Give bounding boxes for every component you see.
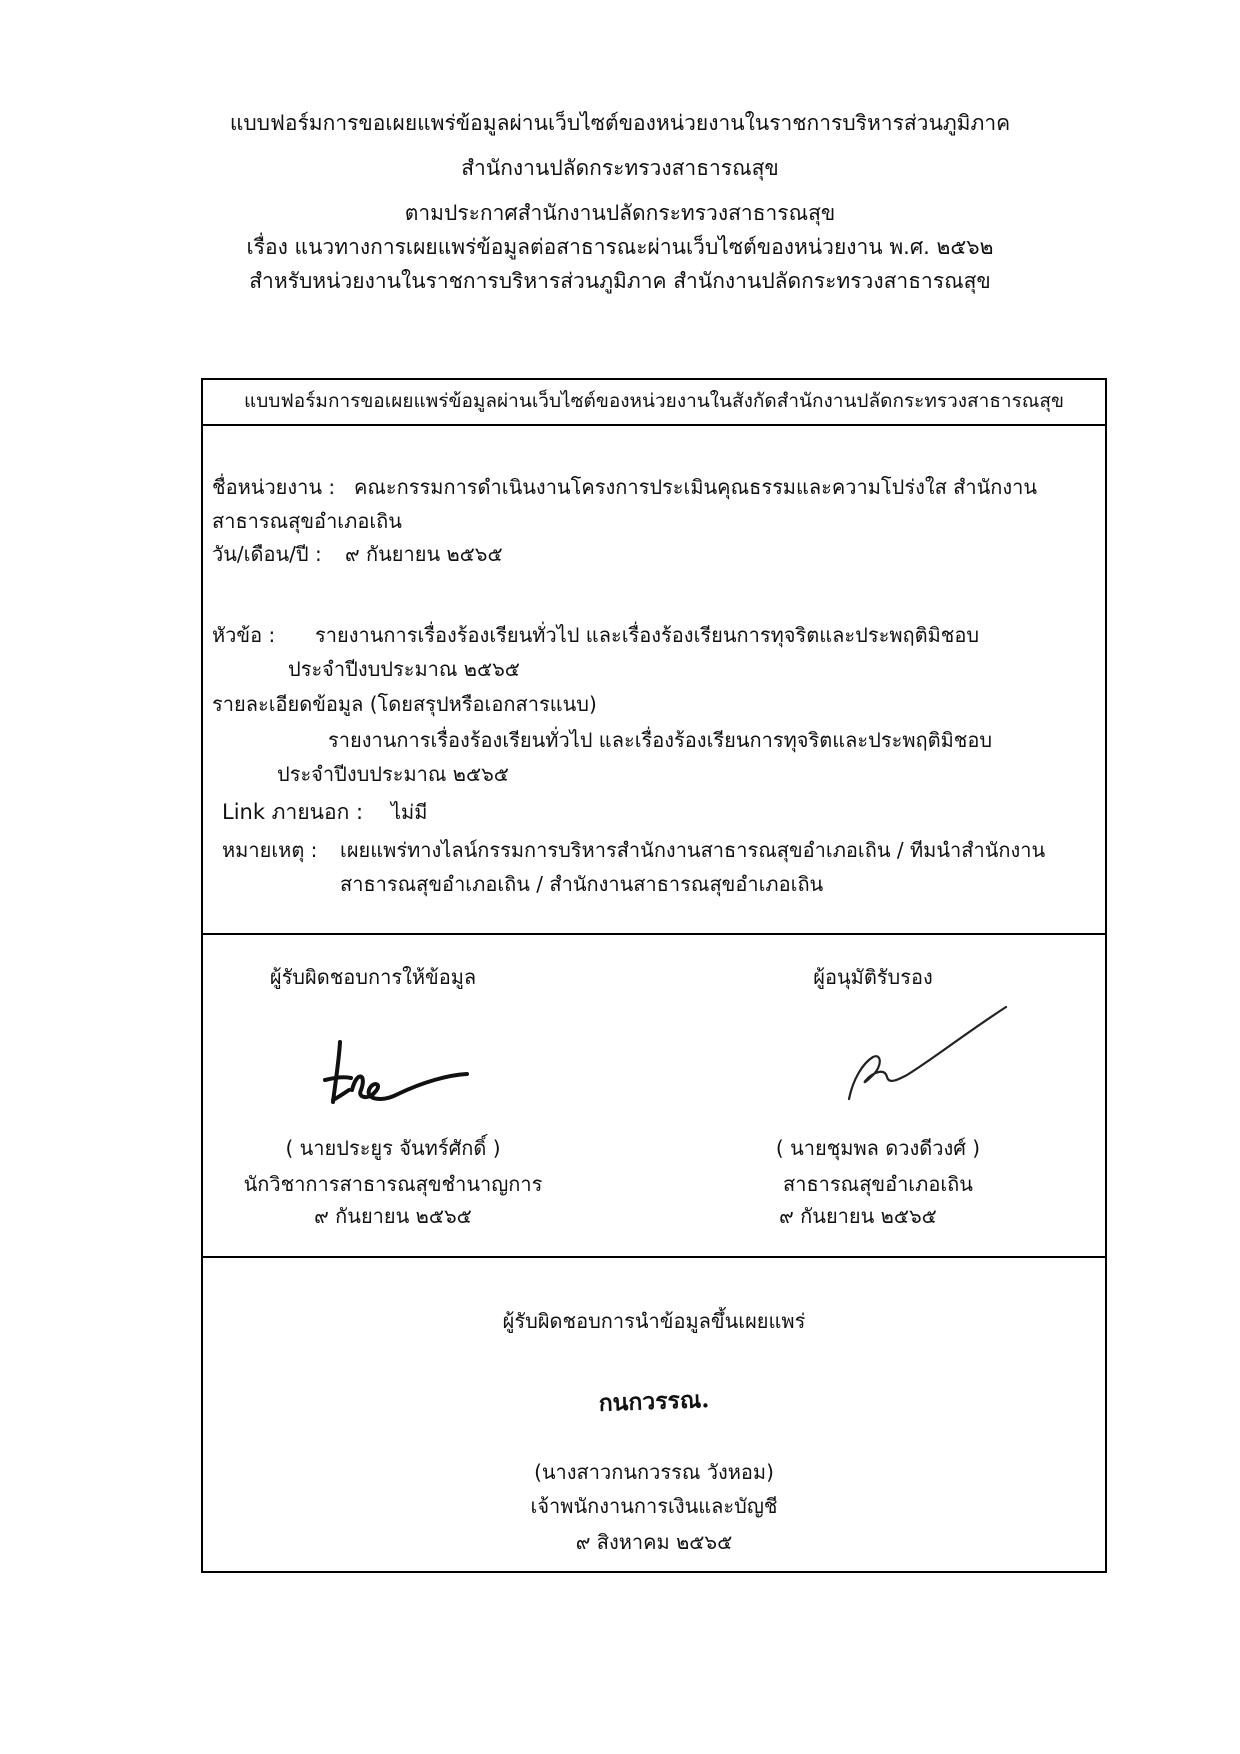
publication-form [201, 378, 1107, 1573]
header-line-1: แบบฟอร์มการขอเผยแพร่ข้อมูลผ่านเว็บไซต์ของหน่วยงานในราชการบริหารส่วนภูมิภาค [229, 111, 1011, 135]
topic-line1: รายงานการเรื่องร้องเรียนทั่วไป และเรื่องร้องเรียนการทุจริตและประพฤติมิชอบ [315, 623, 980, 647]
details-line1: รายงานการเรื่องร้องเรียนทั่วไป และเรื่องร้องเรียนการทุจริตและประพฤติมิชอบ [328, 728, 993, 752]
left-signer-name: ( นายประยูร จันทร์ศักดิ์ ) [285, 1136, 501, 1160]
details-label: รายละเอียดข้อมูล (โดยสรุปหรือเอกสารแนบ) [212, 692, 597, 716]
topic-line2: ประจำปีงบประมาณ ๒๕๖๕ [288, 657, 520, 681]
left-signer-date: ๙ กันยายน ๒๕๖๕ [314, 1204, 472, 1228]
publisher-date: ๙ สิงหาคม ๒๕๖๕ [575, 1530, 733, 1554]
publisher-name: (นางสาวกนกวรรณ วังหอม) [534, 1460, 774, 1484]
date-label: วัน/เดือน/ปี : [212, 542, 322, 566]
right-signer-name: ( นายชุมพล ดวงดีวงศ์ ) [775, 1136, 981, 1160]
remark-label: หมายเหตุ : [222, 838, 318, 862]
right-signature [803, 995, 1023, 1125]
link-label: Link ภายนอก : [222, 800, 364, 824]
right-signer-heading: ผู้อนุมัติรับรอง [813, 965, 933, 989]
publisher-position: เจ้าพนักงานการเงินและบัญชี [530, 1494, 778, 1518]
form-title: แบบฟอร์มการขอเผยแพร่ข้อมูลผ่านเว็บไซต์ของหน่วยงานในสังกัดสำนักงานปลัดกระทรวงสาธารณสุข [243, 390, 1065, 412]
right-signer-position: สาธารณสุขอำเภอเถิน [783, 1172, 973, 1196]
publisher-signature: กนกวรรณ. [598, 1386, 710, 1417]
topic-label: หัวข้อ : [212, 623, 276, 647]
left-signer-position: นักวิชาการสาธารณสุขชำนาญการ [243, 1172, 543, 1196]
remark-line1: เผยแพร่ทางไลน์กรรมการบริหารสำนักงานสาธารณสุขอำเภอเถิน / ทีมนำสำนักงาน [340, 838, 1046, 862]
agency-value-line2: สาธารณสุขอำเภอเถิน [212, 509, 402, 533]
header-line-2: สำนักงานปลัดกระทรวงสาธารณสุข [461, 156, 779, 180]
divider-title [203, 424, 1105, 426]
header-line-3: ตามประกาศสำนักงานปลัดกระทรวงสาธารณสุข [404, 201, 836, 225]
right-signer-date: ๙ กันยายน ๒๕๖๕ [779, 1204, 937, 1228]
left-signature [303, 1020, 503, 1140]
link-value: ไม่มี [391, 800, 428, 824]
divider-info [203, 933, 1105, 935]
divider-signatures [203, 1256, 1105, 1258]
header-line-4: เรื่อง แนวทางการเผยแพร่ข้อมูลต่อสาธารณะผ่านเว็บไซต์ของหน่วยงาน พ.ศ. ๒๕๖๒ [246, 235, 994, 259]
header-line-5: สำหรับหน่วยงานในราชการบริหารส่วนภูมิภาค สำนักงานปลัดกระทรวงสาธารณสุข [249, 269, 991, 293]
date-value: ๙ กันยายน ๒๕๖๕ [345, 542, 503, 566]
agency-value-line1: คณะกรรมการดำเนินงานโครงการประเมินคุณธรรมและความโปร่งใส สำนักงาน [354, 475, 1038, 499]
agency-label: ชื่อหน่วยงาน : [212, 475, 336, 499]
left-signer-heading: ผู้รับผิดชอบการให้ข้อมูล [269, 965, 477, 989]
details-line2: ประจำปีงบประมาณ ๒๕๖๕ [277, 762, 509, 786]
publisher-heading: ผู้รับผิดชอบการนำข้อมูลขึ้นเผยแพร่ [502, 1309, 806, 1333]
remark-line2: สาธารณสุขอำเภอเถิน / สำนักงานสาธารณสุขอำเภอเถิน [340, 872, 824, 896]
